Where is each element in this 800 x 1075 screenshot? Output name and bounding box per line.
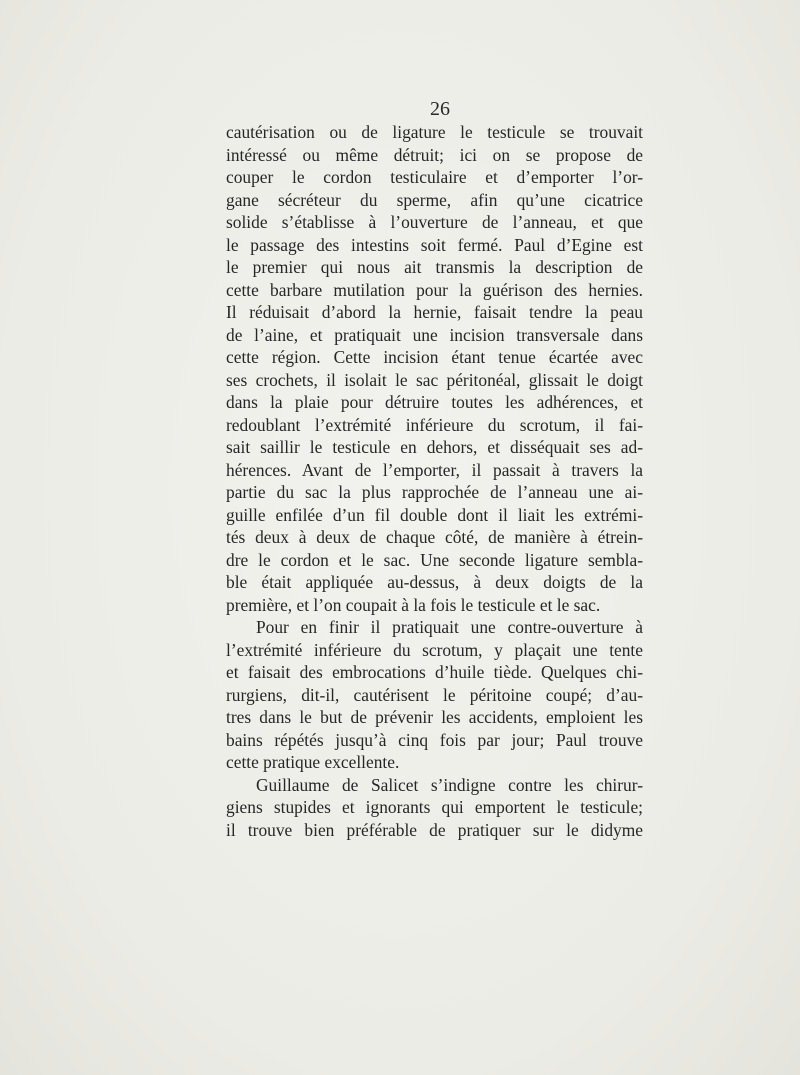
text-line: intéressé ou même détruit; ici on se propose de xyxy=(226,144,643,165)
text-line: cautérisation ou de ligature le testicule se trouvait xyxy=(226,122,643,142)
text-line: hérences. Avant de l’emporter, il passait à travers la xyxy=(226,459,643,480)
text-line: tres dans le but de prévenir les accidents, emploient les xyxy=(226,707,643,727)
body-text xyxy=(226,121,643,841)
text-line: partie du sac la plus rapprochée de l’anneau une ai- xyxy=(226,482,643,502)
text-line: première, et l’on coupait à la fois le testicule et le sac. xyxy=(226,594,601,615)
text-line: couper le cordon testiculaire et d’emporter l’or- xyxy=(226,167,643,187)
text-line: ble était appliquée au-dessus, à deux doigts de la xyxy=(226,572,643,592)
text-line: bains répétés jusqu’à cinq fois par jour; Paul trouve xyxy=(226,729,643,750)
text-line: cette barbare mutilation pour la guérison des hernies. xyxy=(226,279,643,300)
text-line: rurgiens, dit-il, cautérisent le péritoine coupé; d’au- xyxy=(226,684,643,705)
text-line: sait saillir le testicule en dehors, et disséquait ses ad- xyxy=(226,437,643,457)
text-line: le premier qui nous ait transmis la description de xyxy=(226,257,643,277)
text-line: cette pratique excellente. xyxy=(226,752,400,772)
text-line: giens stupides et ignorants qui emportent le testicule; xyxy=(226,797,643,817)
text-line: de l’aine, et pratiquait une incision transversale dans xyxy=(226,324,643,345)
text-line: dans la plaie pour détruire toutes les adhérences, et xyxy=(226,392,643,412)
text-line: redoublant l’extrémité inférieure du scrotum, il fai- xyxy=(226,414,643,435)
text-line: il trouve bien préférable de pratiquer sur le didyme xyxy=(226,819,643,840)
text-line: Pour en finir il pratiquait une contre-ouverture à xyxy=(256,617,643,637)
page-number: 26 xyxy=(430,98,450,120)
text-line: le passage des intestins soit fermé. Paul d’Egine est xyxy=(226,234,643,255)
text-line: guille enfilée d’un fil double dont il liait les extrémi- xyxy=(226,504,643,525)
text-line: l’extrémité inférieure du scrotum, y plaçait une tente xyxy=(226,639,643,660)
text-line: tés deux à deux de chaque côté, de manière à étrein- xyxy=(226,527,643,547)
text-line: cette région. Cette incision étant tenue écartée avec xyxy=(226,347,643,367)
text-line: et faisait des embrocations d’huile tiède. Quelques chi- xyxy=(226,662,643,682)
text-line: gane sécréteur du sperme, afin qu’une cicatrice xyxy=(226,189,643,210)
text-line: solide s’établisse à l’ouverture de l’anneau, et que xyxy=(226,212,643,232)
text-line: ses crochets, il isolait le sac péritonéal, glissait le doigt xyxy=(226,369,643,390)
text-line: Il réduisait d’abord la hernie, faisait tendre la peau xyxy=(226,302,643,322)
text-line: dre le cordon et le sac. Une seconde ligature sembla- xyxy=(226,549,643,570)
text-line: Guillaume de Salicet s’indigne contre les chirur- xyxy=(256,774,643,795)
